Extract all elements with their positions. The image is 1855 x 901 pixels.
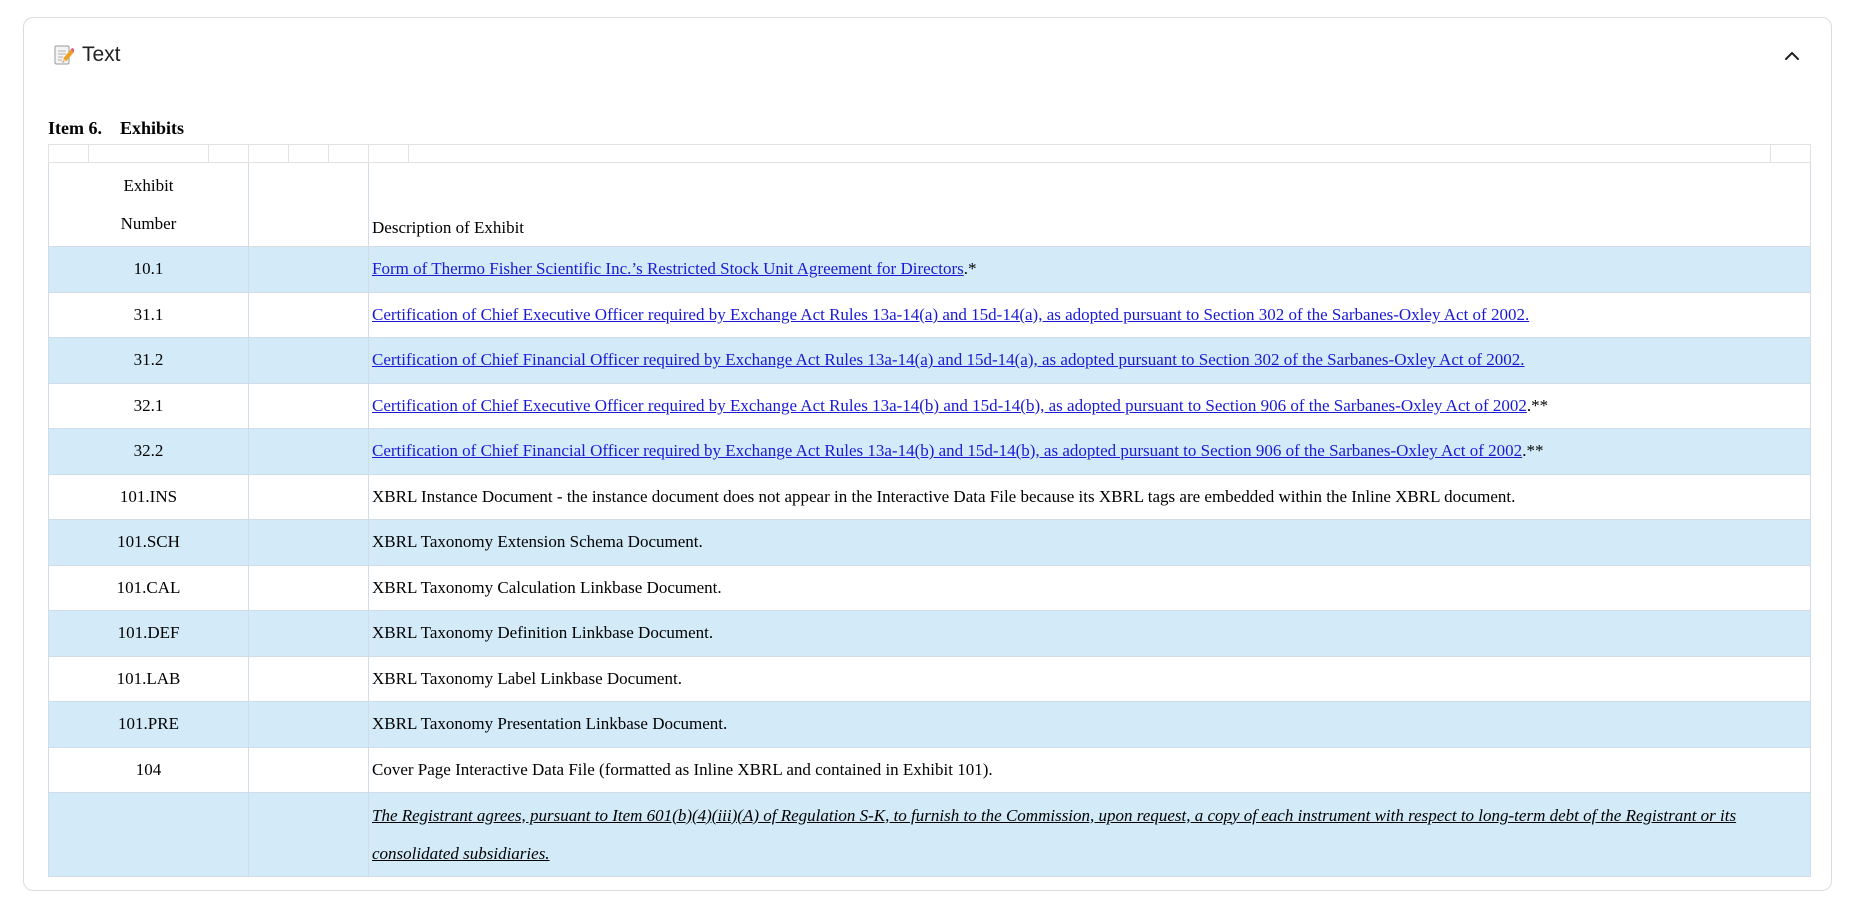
footnote-text: The Registrant agrees, pursuant to Item 601(b)(4)(iii)(A) of Regulation S-K, to furnish to the Commission, upon request, a copy of each instrument with respect to long-term debt of the Registrant or its consolidated subsidiaries. bbox=[372, 805, 1737, 863]
exhibit-description bbox=[369, 338, 1811, 384]
exhibit-number: 32.1 bbox=[49, 383, 249, 429]
row-gap bbox=[249, 474, 369, 520]
exhibit-number: 101.PRE bbox=[49, 702, 249, 748]
row-gap bbox=[249, 247, 369, 293]
table-row bbox=[49, 247, 1811, 293]
exhibits-table bbox=[48, 144, 1811, 877]
table-row bbox=[49, 747, 1811, 793]
exhibit-description bbox=[369, 520, 1811, 566]
exhibit-description bbox=[369, 656, 1811, 702]
table-row bbox=[49, 429, 1811, 475]
exhibit-number: 101.DEF bbox=[49, 611, 249, 657]
exhibit-description bbox=[369, 292, 1811, 338]
exhibit-description-text: XBRL Instance Document - the instance document does not appear in the Interactive Data File because its XBRL tags are embedded within the Inline XBRL document. bbox=[372, 486, 1516, 506]
description-header: Description of Exhibit bbox=[369, 163, 1811, 247]
table-row bbox=[49, 338, 1811, 384]
row-gap bbox=[249, 292, 369, 338]
row-gap bbox=[249, 747, 369, 793]
exhibit-number-header: Exhibit Number bbox=[49, 163, 249, 247]
row-gap bbox=[249, 702, 369, 748]
exhibit-number: 101.LAB bbox=[49, 656, 249, 702]
footnote-gap bbox=[249, 793, 369, 877]
document-content bbox=[48, 114, 1810, 877]
row-gap bbox=[249, 611, 369, 657]
exhibit-description-text: XBRL Taxonomy Label Linkbase Document. bbox=[372, 668, 682, 688]
exhibit-description-text: XBRL Taxonomy Definition Linkbase Document. bbox=[372, 623, 714, 643]
table-row bbox=[49, 565, 1811, 611]
exhibit-description-text: .** bbox=[1522, 441, 1544, 461]
panel-title: Text bbox=[82, 43, 121, 66]
exhibit-link[interactable]: Certification of Chief Executive Officer required by Exchange Act Rules 13a-14(b) and 15d-14(b), as adopted pursuant to Section 906 of the Sarbanes-Oxley Act of 2002 bbox=[372, 395, 1527, 415]
footnote-blank bbox=[49, 793, 249, 877]
row-gap bbox=[249, 656, 369, 702]
spacer-row bbox=[49, 145, 1811, 163]
footnote-cell bbox=[369, 793, 1811, 877]
table-row bbox=[49, 656, 1811, 702]
text-panel bbox=[23, 17, 1832, 891]
exhibit-description-text: XBRL Taxonomy Calculation Linkbase Document. bbox=[372, 577, 722, 597]
exhibit-description bbox=[369, 747, 1811, 793]
exhibit-description-text: .** bbox=[1526, 395, 1549, 415]
exhibit-number: 32.2 bbox=[49, 429, 249, 475]
exhibit-link[interactable]: Certification of Chief Financial Officer required by Exchange Act Rules 13a-14(b) and 15d-14(b), as adopted pursuant to Section 906 of the Sarbanes-Oxley Act of 2002 bbox=[372, 441, 1523, 461]
exhibit-description bbox=[369, 429, 1811, 475]
exhibit-description bbox=[369, 702, 1811, 748]
row-gap bbox=[249, 429, 369, 475]
header-gap bbox=[249, 163, 369, 247]
exhibit-number: 31.1 bbox=[49, 292, 249, 338]
memo-pencil-icon bbox=[54, 43, 74, 67]
row-gap bbox=[249, 520, 369, 566]
table-row bbox=[49, 520, 1811, 566]
exhibit-link[interactable]: Certification of Chief Financial Officer required by Exchange Act Rules 13a-14(a) and 15d-14(a), as adopted pursuant to Section 302 of the Sarbanes-Oxley Act of 2002. bbox=[372, 350, 1525, 370]
row-gap bbox=[249, 565, 369, 611]
footnote-row bbox=[49, 793, 1811, 877]
exhibit-description bbox=[369, 611, 1811, 657]
exhibit-description-text: .* bbox=[963, 259, 977, 279]
exhibit-number: 101.SCH bbox=[49, 520, 249, 566]
exhibit-number: 31.2 bbox=[49, 338, 249, 384]
table-row bbox=[49, 292, 1811, 338]
chevron-up-icon[interactable] bbox=[1781, 45, 1803, 67]
table-row bbox=[49, 702, 1811, 748]
row-gap bbox=[249, 338, 369, 384]
exhibit-description bbox=[369, 565, 1811, 611]
exhibit-description bbox=[369, 383, 1811, 429]
exhibit-number: 10.1 bbox=[49, 247, 249, 293]
exhibit-description-text: XBRL Taxonomy Extension Schema Document. bbox=[372, 532, 703, 552]
exhibit-description-text: XBRL Taxonomy Presentation Linkbase Document. bbox=[372, 714, 728, 734]
panel-header[interactable] bbox=[24, 18, 1831, 90]
exhibit-description-text: Cover Page Interactive Data File (formatted as Inline XBRL and contained in Exhibit 101). bbox=[372, 759, 993, 779]
table-row bbox=[49, 383, 1811, 429]
table-row bbox=[49, 474, 1811, 520]
exhibit-number: 101.INS bbox=[49, 474, 249, 520]
row-gap bbox=[249, 383, 369, 429]
exhibit-number: 104 bbox=[49, 747, 249, 793]
exhibit-number: 101.CAL bbox=[49, 565, 249, 611]
table-row bbox=[49, 611, 1811, 657]
exhibit-link[interactable]: Form of Thermo Fisher Scientific Inc.’s Restricted Stock Unit Agreement for Directors bbox=[372, 259, 964, 279]
exhibit-description bbox=[369, 474, 1811, 520]
section-heading: Item 6. Exhibits bbox=[48, 118, 185, 138]
exhibit-description bbox=[369, 247, 1811, 293]
exhibit-link[interactable]: Certification of Chief Executive Officer required by Exchange Act Rules 13a-14(a) and 15d-14(a), as adopted pursuant to Section 302 of the Sarbanes-Oxley Act of 2002. bbox=[372, 304, 1530, 324]
table-header-row bbox=[49, 163, 1811, 247]
